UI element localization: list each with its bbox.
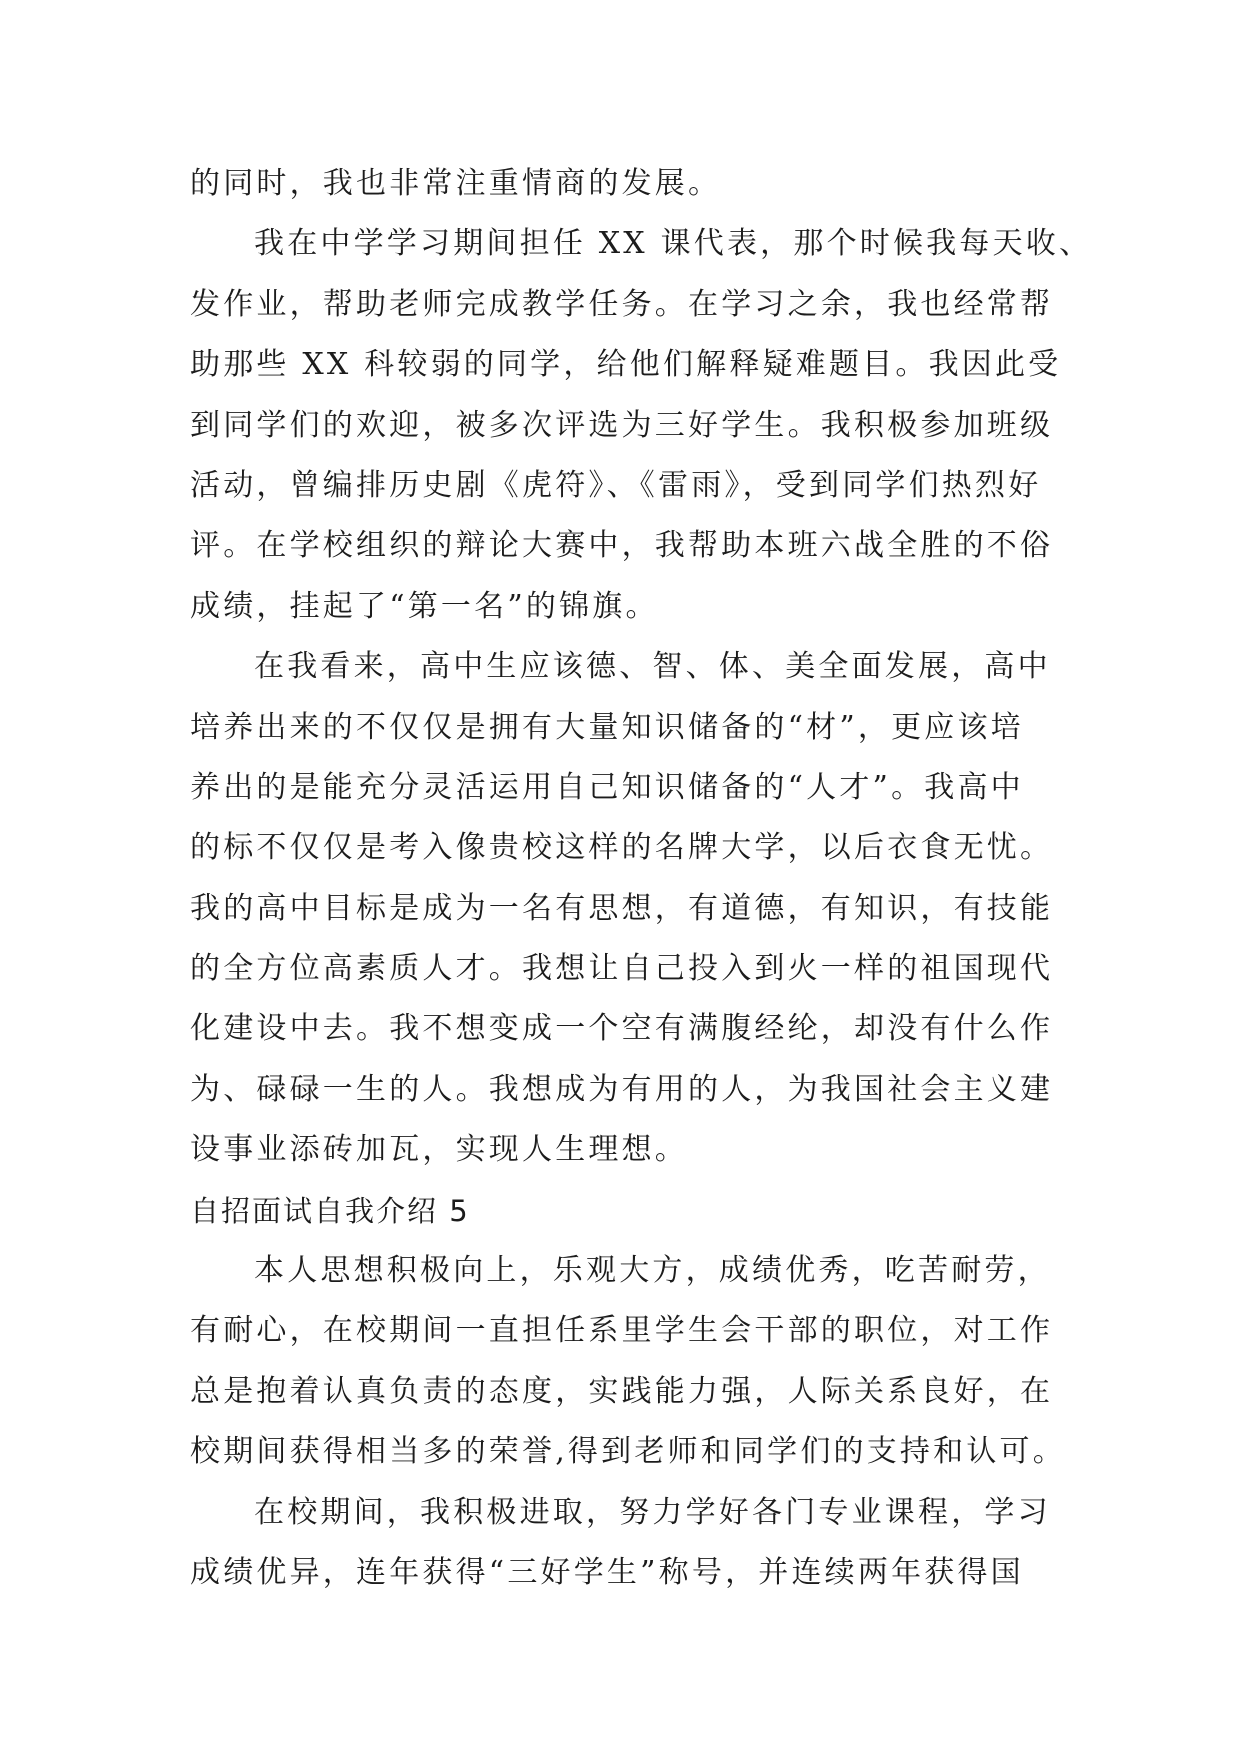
text-line: 发作业，帮助老师完成教学任务。在学习之余，我也经常帮 [190,286,1054,322]
section-heading: 自招面试自我介绍 5 [190,1193,470,1228]
text-line: 的全方位高素质人才。我想让自己投入到火一样的祖国现代 [190,951,1054,987]
text-line: 的同时，我也非常注重情商的发展。 [190,166,722,201]
text-line: 助那些 XX 科较弱的同学，给他们解释疑难题目。我因此受 [190,347,1062,383]
text-line: 有耐心，在校期间一直担任系里学生会干部的职位，对工作 [190,1313,1054,1349]
text-line: 校期间获得相当多的荣誉,得到老师和同学们的支持和认可。 [190,1434,1066,1470]
paragraph-start-line: 在校期间，我积极进取，努力学好各门专业课程，学习 [254,1494,1051,1530]
text-line: 养出的是能充分灵活运用自己知识储备的“人才”。我高中 [190,769,1024,805]
text-line: 设事业添砖加瓦，实现人生理想。 [190,1132,688,1168]
text-line: 到同学们的欢迎，被多次评选为三好学生。我积极参加班级 [190,407,1054,443]
text-line: 我的高中目标是成为一名有思想，有道德，有知识，有技能 [190,890,1054,926]
text-line: 总是抱着认真负责的态度，实践能力强，人际关系良好，在 [190,1373,1054,1409]
document-body [190,154,1093,1603]
text-line: 为、碌碌一生的人。我想成为有用的人，为我国社会主义建 [190,1071,1054,1107]
text-line: 的标不仅仅是考入像贵校这样的名牌大学，以后衣食无忧。 [190,830,1054,866]
text-line: 化建设中去。我不想变成一个空有满腹经纶，却没有什么作 [190,1011,1054,1047]
text-line: 成绩优异，连年获得“三好学生”称号，并连续两年获得国 [190,1554,1024,1590]
paragraph-start-line: 在我看来，高中生应该德、智、体、美全面发展，高中 [254,649,1051,685]
text-line: 评。在学校组织的辩论大赛中，我帮助本班六战全胜的不俗 [190,528,1054,564]
text-line: 培养出来的不仅仅是拥有大量知识储备的“材”，更应该培 [190,709,1024,745]
paragraph-start-line: 我在中学学习期间担任 XX 课代表，那个时候我每天收、 [254,226,1093,262]
text-line: 活动，曾编排历史剧《虎符》、《雷雨》，受到同学们热烈好 [190,467,1042,503]
text-line: 成绩，挂起了“第一名”的锦旗。 [190,588,659,624]
paragraph-start-line: 本人思想积极向上，乐观大方，成绩优秀，吃苦耐劳， [254,1253,1051,1289]
